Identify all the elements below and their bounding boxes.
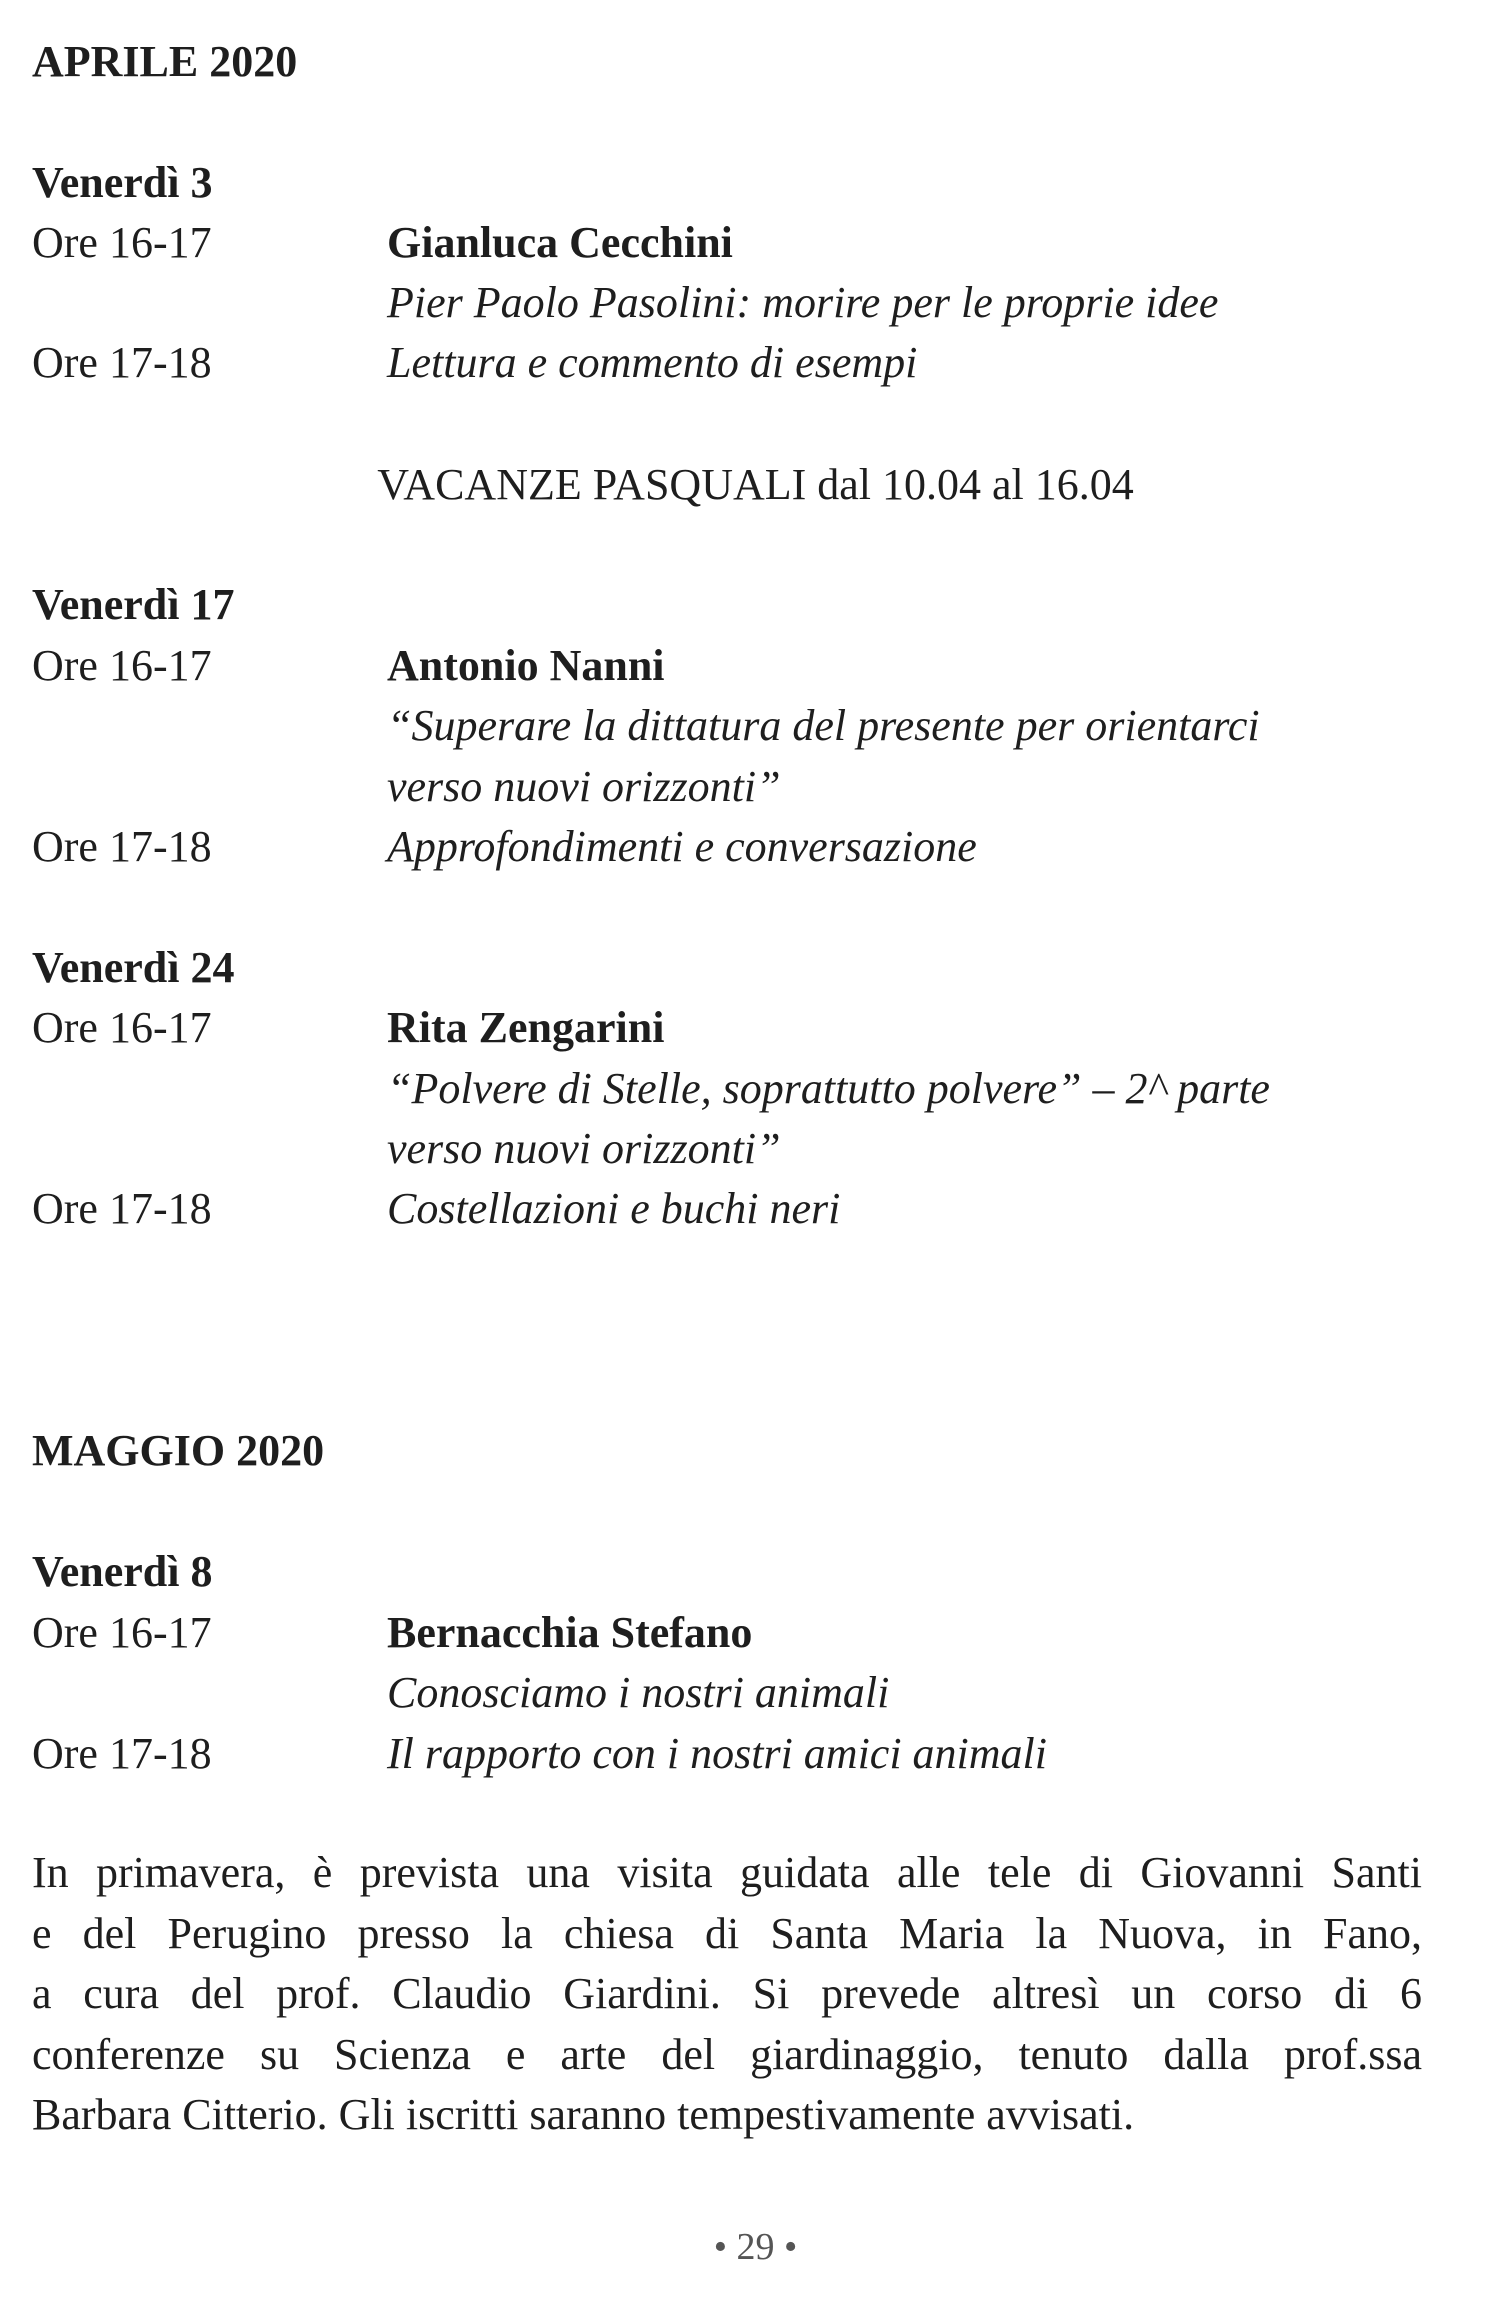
speaker-name: Gianluca Cecchini [387,218,733,267]
speaker-name: Bernacchia Stefano [387,1608,753,1657]
note-line: conferenze su Scienza e arte del giardinaggio, tenuto dalla prof.ssa [32,2029,1422,2079]
time-slot: Ore 17-18 [32,338,212,387]
activity-description: Approfondimenti e conversazione [387,822,977,871]
talk-title: Pier Paolo Pasolini: morire per le proprie idee [387,278,1219,327]
time-slot: Ore 17-18 [32,1184,212,1233]
activity-description: Il rapporto con i nostri amici animali [387,1729,1047,1778]
note-line: e del Perugino presso la chiesa di Santa Maria la Nuova, in Fano, [32,1908,1422,1958]
day-heading: Venerdì 3 [32,158,213,207]
month-heading-april: APRILE 2020 [32,37,298,86]
note-line: In primavera, è prevista una visita guidata alle tele di Giovanni Santi [32,1848,1422,1897]
time-slot: Ore 16-17 [32,218,212,267]
talk-title: Conosciamo i nostri animali [387,1668,890,1717]
talk-title: verso nuovi orizzonti” [387,762,781,811]
talk-title: “Superare la dittatura del presente per orientarci [387,701,1260,750]
closing-note [32,1843,1422,2146]
day-heading: Venerdì 17 [32,580,235,629]
page-number: • 29 • [713,2226,798,2268]
day-heading: Venerdì 24 [32,943,235,992]
activity-description: Costellazioni e buchi neri [387,1184,841,1233]
speaker-name: Antonio Nanni [387,641,665,690]
note-line: Barbara Citterio. Gli iscritti saranno tempestivamente avvisati. [32,2090,1135,2139]
time-slot: Ore 17-18 [32,822,212,871]
time-slot: Ore 16-17 [32,1608,212,1657]
day-heading: Venerdì 8 [32,1547,213,1596]
note-line: a cura del prof. Claudio Giardini. Si prevede altresì un corso di 6 [32,1969,1422,2018]
holiday-notice: VACANZE PASQUALI dal 10.04 al 16.04 [377,460,1134,509]
activity-description: Lettura e commento di esempi [387,338,918,387]
speaker-name: Rita Zengarini [387,1003,665,1052]
month-heading-may: MAGGIO 2020 [32,1426,325,1475]
time-slot: Ore 16-17 [32,641,212,690]
talk-title: “Polvere di Stelle, soprattutto polvere” – 2^ parte [387,1064,1270,1113]
talk-title: verso nuovi orizzonti” [387,1124,781,1173]
time-slot: Ore 17-18 [32,1729,212,1778]
time-slot: Ore 16-17 [32,1003,212,1052]
